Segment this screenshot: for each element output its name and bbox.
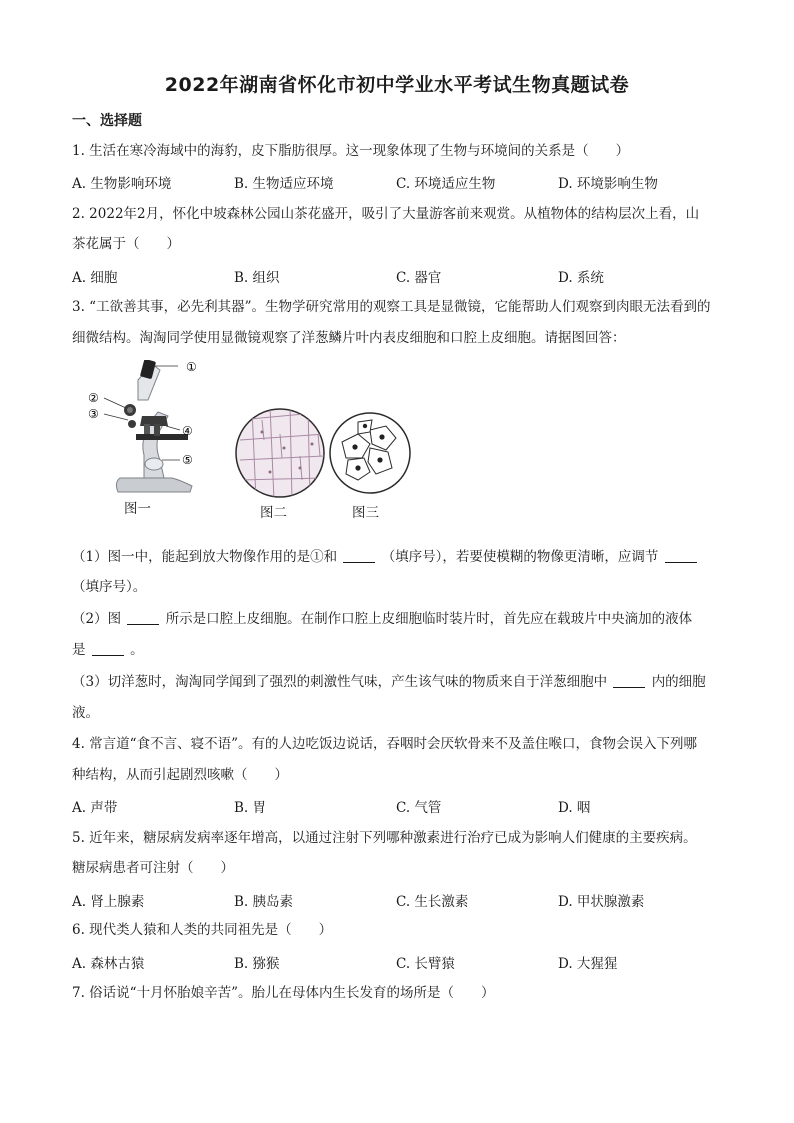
q3-figures [80,360,440,520]
q2-option-a: A. 细胞 [72,270,118,286]
q1-option-c: C. 环境适应生物 [396,176,496,192]
q3-sub2-part-d: 。 [130,642,144,658]
q5-option-c: C. 生长激素 [396,894,469,910]
q1-option-b: B. 生物适应环境 [234,176,334,192]
fig1-label-4: ④ [182,424,193,438]
question-3-stem-line2: 细微结构。淘淘同学使用显微镜观察了洋葱鳞片叶内表皮细胞和口腔上皮细胞。请据图回答： [72,330,626,346]
answer-blank[interactable] [613,673,645,688]
q5-option-d: D. 甲状腺激素 [558,894,645,910]
fig2-caption: 图二 [260,505,287,521]
q6-option-d: D. 大猩猩 [558,956,618,972]
question-7-stem: 7. 俗话说“十月怀胎娘辛苦”。胎儿在母体内生长发育的场所是（ ） [72,985,495,1001]
onion-cells-figure [236,406,325,500]
q3-sub2-part-a: （2）图 [72,611,122,627]
q2-option-b: B. 组织 [234,270,280,286]
cheek-cells-figure [330,413,410,493]
q3-sub1-line1 [72,547,732,567]
q3-sub2-part-c: 是 [72,642,86,658]
fig1-label-5: ⑤ [182,453,193,467]
q2-option-c: C. 器官 [396,270,442,286]
answer-blank[interactable] [343,548,375,563]
q3-sub3-part-b: 内的细胞 [651,674,706,690]
q6-option-c: C. 长臂猿 [396,956,455,972]
answer-blank[interactable] [92,641,124,656]
question-4-stem-line1: 4. 常言道“食不言、寝不语”。有的人边吃饭边说话，吞咽时会厌软骨来不及盖住喉口，食物会误入下列哪 [72,736,697,752]
q1-option-d: D. 环境影响生物 [558,176,658,192]
q6-option-a: A. 森林古猿 [72,956,145,972]
microscope-figure [88,360,197,492]
question-6-stem: 6. 现代类人猿和人类的共同祖先是（ ） [72,922,333,938]
fig1-label-1: ① [186,360,197,374]
q2-option-d: D. 系统 [558,270,604,286]
page-title: 2022年湖南省怀化市初中学业水平考试生物真题试卷 [164,74,630,96]
q3-sub1-part-a: （1）图一中，能起到放大物像作用的是①和 [72,549,338,565]
question-2-stem-line2: 茶花属于（ ） [72,236,180,252]
question-4-stem-line2: 种结构，从而引起剧烈咳嗽（ ） [72,767,288,783]
q4-option-b: B. 胃 [234,800,267,816]
answer-blank[interactable] [127,610,159,625]
q3-sub3-line2: 液。 [72,705,99,721]
q4-option-a: A. 声带 [72,800,118,816]
q6-option-b: B. 猕猴 [234,956,280,972]
q5-option-a: A. 肾上腺素 [72,894,145,910]
q3-sub3-line1 [72,672,732,692]
question-2-stem-line1: 2. 2022年2月，怀化中坡森林公园山茶花盛开，吸引了大量游客前来观赏。从植物体的结构层次上看，山 [72,206,700,222]
q3-sub2-line2 [72,640,732,660]
question-5-stem-line1: 5. 近年来，糖尿病发病率逐年增高，以通过注射下列哪种激素进行治疗已成为影响人们健康的主要疾病。 [72,830,697,846]
q5-option-b: B. 胰岛素 [234,894,294,910]
question-1-stem: 1. 生活在寒冷海域中的海豹，皮下脂肪很厚。这一现象体现了生物与环境间的关系是（ ） [72,143,630,159]
q3-sub2-line1 [72,609,732,629]
q3-sub2-part-b: 所示是口腔上皮细胞。在制作口腔上皮细胞临时装片时，首先应在载玻片中央滴加的液体 [165,611,693,627]
fig1-label-3: ③ [88,407,99,421]
q4-option-d: D. 咽 [558,800,591,816]
section-heading: 一、选择题 [72,113,142,129]
fig3-caption: 图三 [352,505,379,521]
fig1-label-2: ② [88,391,99,405]
q3-sub1-part-b: （填序号），若要使模糊的物像更清晰，应调节 [381,549,659,565]
question-3-stem-line1: 3. “工欲善其事，必先利其器”。生物学研究常用的观察工具是显微镜，它能帮助人们观察到肉眼无法看到的 [72,299,711,315]
q4-option-c: C. 气管 [396,800,442,816]
fig1-caption: 图一 [124,501,151,517]
q3-sub3-part-a: （3）切洋葱时，淘淘同学闻到了强烈的刺激性气味，产生该气味的物质来自于洋葱细胞中 [72,674,608,690]
answer-blank[interactable] [665,548,697,563]
q1-option-a: A. 生物影响环境 [72,176,172,192]
q3-sub1-line2: （填序号）。 [72,579,147,595]
question-5-stem-line2: 糖尿病患者可注射（ ） [72,860,234,876]
